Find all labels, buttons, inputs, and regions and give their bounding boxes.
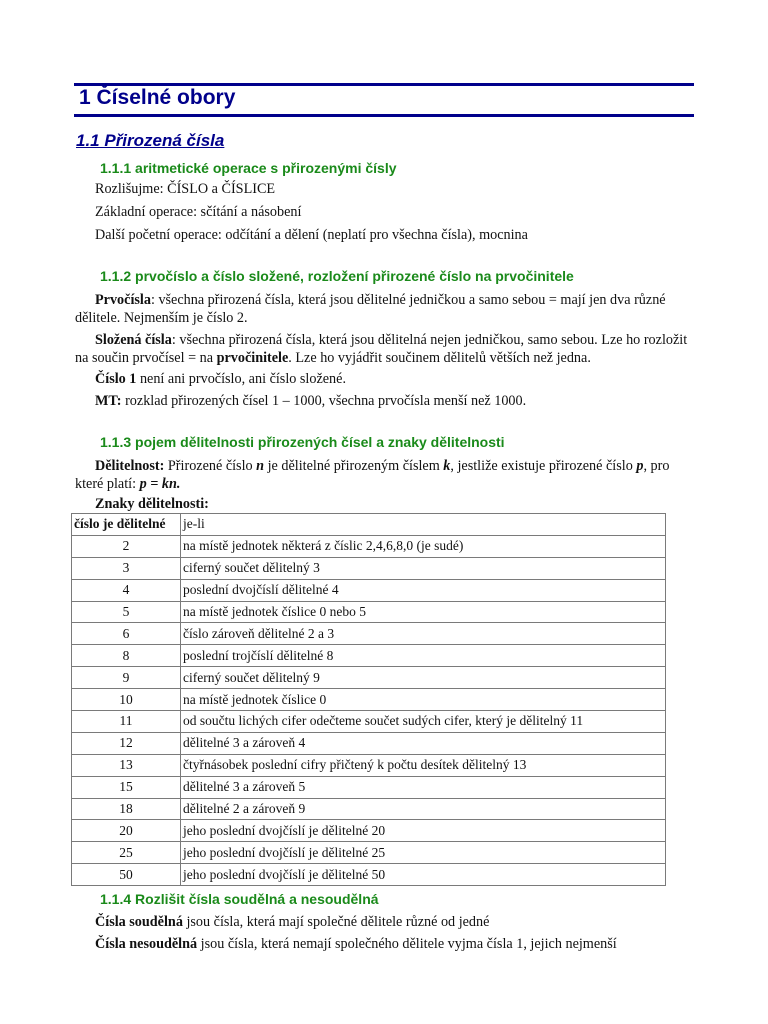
section-title: 1.1 Přirozená čísla <box>76 131 225 150</box>
text: : všechna přirozená čísla, která jsou dělitelné jedničkou a samo sebou = mají jen dva různé dělitele. Nejmenším je číslo 2. <box>75 292 666 326</box>
table-row <box>72 864 666 886</box>
table-row <box>72 820 666 842</box>
divisor-cell: 2 <box>72 535 181 557</box>
divisor-cell: 18 <box>72 798 181 820</box>
term: MT: <box>95 393 122 409</box>
rule-cell: ciferný součet dělitelný 9 <box>181 667 666 689</box>
chapter-title: 1 Číselné obory <box>79 86 236 109</box>
text: je dělitelné přirozeným číslem <box>264 458 444 474</box>
rule-cell: na místě jednotek číslice 0 nebo 5 <box>181 601 666 623</box>
table-row <box>72 623 666 645</box>
paragraph-prvocisla <box>75 291 695 327</box>
subsection-1-1-4-title: 1.1.4 Rozlišit čísla soudělná a nesoudělná <box>100 891 379 907</box>
text: jsou čísla, která mají společné dělitele různé od jedné <box>182 914 490 930</box>
paragraph-cislo-1 <box>75 370 695 388</box>
table-row <box>72 732 666 754</box>
paragraph-mt <box>75 392 695 410</box>
table-row <box>72 842 666 864</box>
rule-cell: na místě jednotek číslice 0 <box>181 689 666 711</box>
term: Čísla nesoudělná <box>95 936 198 952</box>
text: . Lze ho vyjádřit součinem dělitelů větších než jedna. <box>288 350 591 366</box>
table-row <box>72 798 666 820</box>
rule-cell: dělitelné 3 a zároveň 5 <box>181 776 666 798</box>
rule-cell: dělitelné 3 a zároveň 4 <box>181 732 666 754</box>
paragraph-soudelna <box>75 913 695 931</box>
divisor-cell: 50 <box>72 864 181 886</box>
table-row <box>72 579 666 601</box>
rule-cell: číslo zároveň dělitelné 2 a 3 <box>181 623 666 645</box>
text: , pro které platí: <box>75 458 670 492</box>
term: prvočinitele <box>216 350 289 366</box>
divisor-cell: 6 <box>72 623 181 645</box>
text: není ani prvočíslo, ani číslo složené. <box>136 371 346 387</box>
divisor-cell: 8 <box>72 645 181 667</box>
heading-rule-bottom <box>74 114 694 117</box>
paragraph-delitelnost <box>75 457 695 493</box>
rule-cell: jeho poslední dvojčíslí je dělitelné 20 <box>181 820 666 842</box>
text-line: Další početní operace: odčítání a dělení (neplatí pro všechna čísla), mocnina <box>95 227 528 243</box>
table-row <box>72 754 666 776</box>
divisor-cell: 10 <box>72 689 181 711</box>
rule-cell: jeho poslední dvojčíslí je dělitelné 50 <box>181 864 666 886</box>
table-caption <box>95 496 209 513</box>
paragraph-slozena-cisla <box>75 331 695 367</box>
var-k: k <box>443 458 451 474</box>
table-row <box>72 689 666 711</box>
divisor-cell: 15 <box>72 776 181 798</box>
var-p: p <box>636 458 644 474</box>
text: : všechna přirozená čísla, která jsou dělitelná nejen jedničkou, samo sebou. Lze ho rozložit na součin prvočísel = na <box>75 332 688 366</box>
divisor-cell: 3 <box>72 557 181 579</box>
rule-cell: jeho poslední dvojčíslí je dělitelné 25 <box>181 842 666 864</box>
term: Dělitelnost: <box>95 458 165 474</box>
divisor-cell: 12 <box>72 732 181 754</box>
divisor-cell: 4 <box>72 579 181 601</box>
divisor-cell: 13 <box>72 754 181 776</box>
subsection-1-1-3-title: 1.1.3 pojem dělitelnosti přirozených čísel a znaky dělitelnosti <box>100 434 505 450</box>
table-header-row <box>72 514 666 536</box>
text: rozklad přirozených čísel 1 – 1000, všechna prvočísla menší než 1000. <box>121 393 527 409</box>
rule-cell: od součtu lichých cifer odečteme součet sudých cifer, který je dělitelný 11 <box>181 711 666 733</box>
term: Číslo 1 <box>95 371 137 387</box>
term: Prvočísla <box>95 292 151 308</box>
header-condition: je-li <box>181 514 666 536</box>
equation: p = kn. <box>139 476 181 492</box>
table-row <box>72 645 666 667</box>
term: Složená čísla <box>95 332 172 348</box>
table-row <box>72 535 666 557</box>
divisor-cell: 9 <box>72 667 181 689</box>
header-number: číslo je dělitelné <box>72 514 181 536</box>
rule-cell: ciferný součet dělitelný 3 <box>181 557 666 579</box>
divisor-cell: 11 <box>72 711 181 733</box>
caption-text: Znaky dělitelnosti: <box>95 496 209 512</box>
text-line: Rozlišujme: ČÍSLO a ČÍSLICE <box>95 181 276 197</box>
rule-cell: na místě jednotek některá z číslic 2,4,6,8,0 (je sudé) <box>181 535 666 557</box>
text: , jestliže existuje přirozené číslo <box>450 458 637 474</box>
divisibility-table <box>71 513 666 886</box>
rule-cell: poslední dvojčíslí dělitelné 4 <box>181 579 666 601</box>
table-row <box>72 557 666 579</box>
text-line: Základní operace: sčítání a násobení <box>95 204 302 220</box>
divisor-cell: 5 <box>72 601 181 623</box>
table-row <box>72 667 666 689</box>
table-row <box>72 776 666 798</box>
subsection-1-1-1-title: 1.1.1 aritmetické operace s přirozenými čísly <box>100 160 397 176</box>
rule-cell: poslední trojčíslí dělitelné 8 <box>181 645 666 667</box>
table-row <box>72 601 666 623</box>
rule-cell: čtyřnásobek poslední cifry přičtený k počtu desítek dělitelný 13 <box>181 754 666 776</box>
var-n: n <box>256 458 265 474</box>
text: jsou čísla, která nemají společného dělitele vyjma čísla 1, jejich nejmenší <box>197 936 617 952</box>
divisor-cell: 20 <box>72 820 181 842</box>
paragraph-nesoudelna <box>75 935 695 953</box>
divisor-cell: 25 <box>72 842 181 864</box>
text: Přirozené číslo <box>164 458 257 474</box>
subsection-1-1-2-title: 1.1.2 prvočíslo a číslo složené, rozložení přirozené číslo na prvočinitele <box>100 268 574 284</box>
rule-cell: dělitelné 2 a zároveň 9 <box>181 798 666 820</box>
table-row <box>72 711 666 733</box>
term: Čísla soudělná <box>95 914 183 930</box>
